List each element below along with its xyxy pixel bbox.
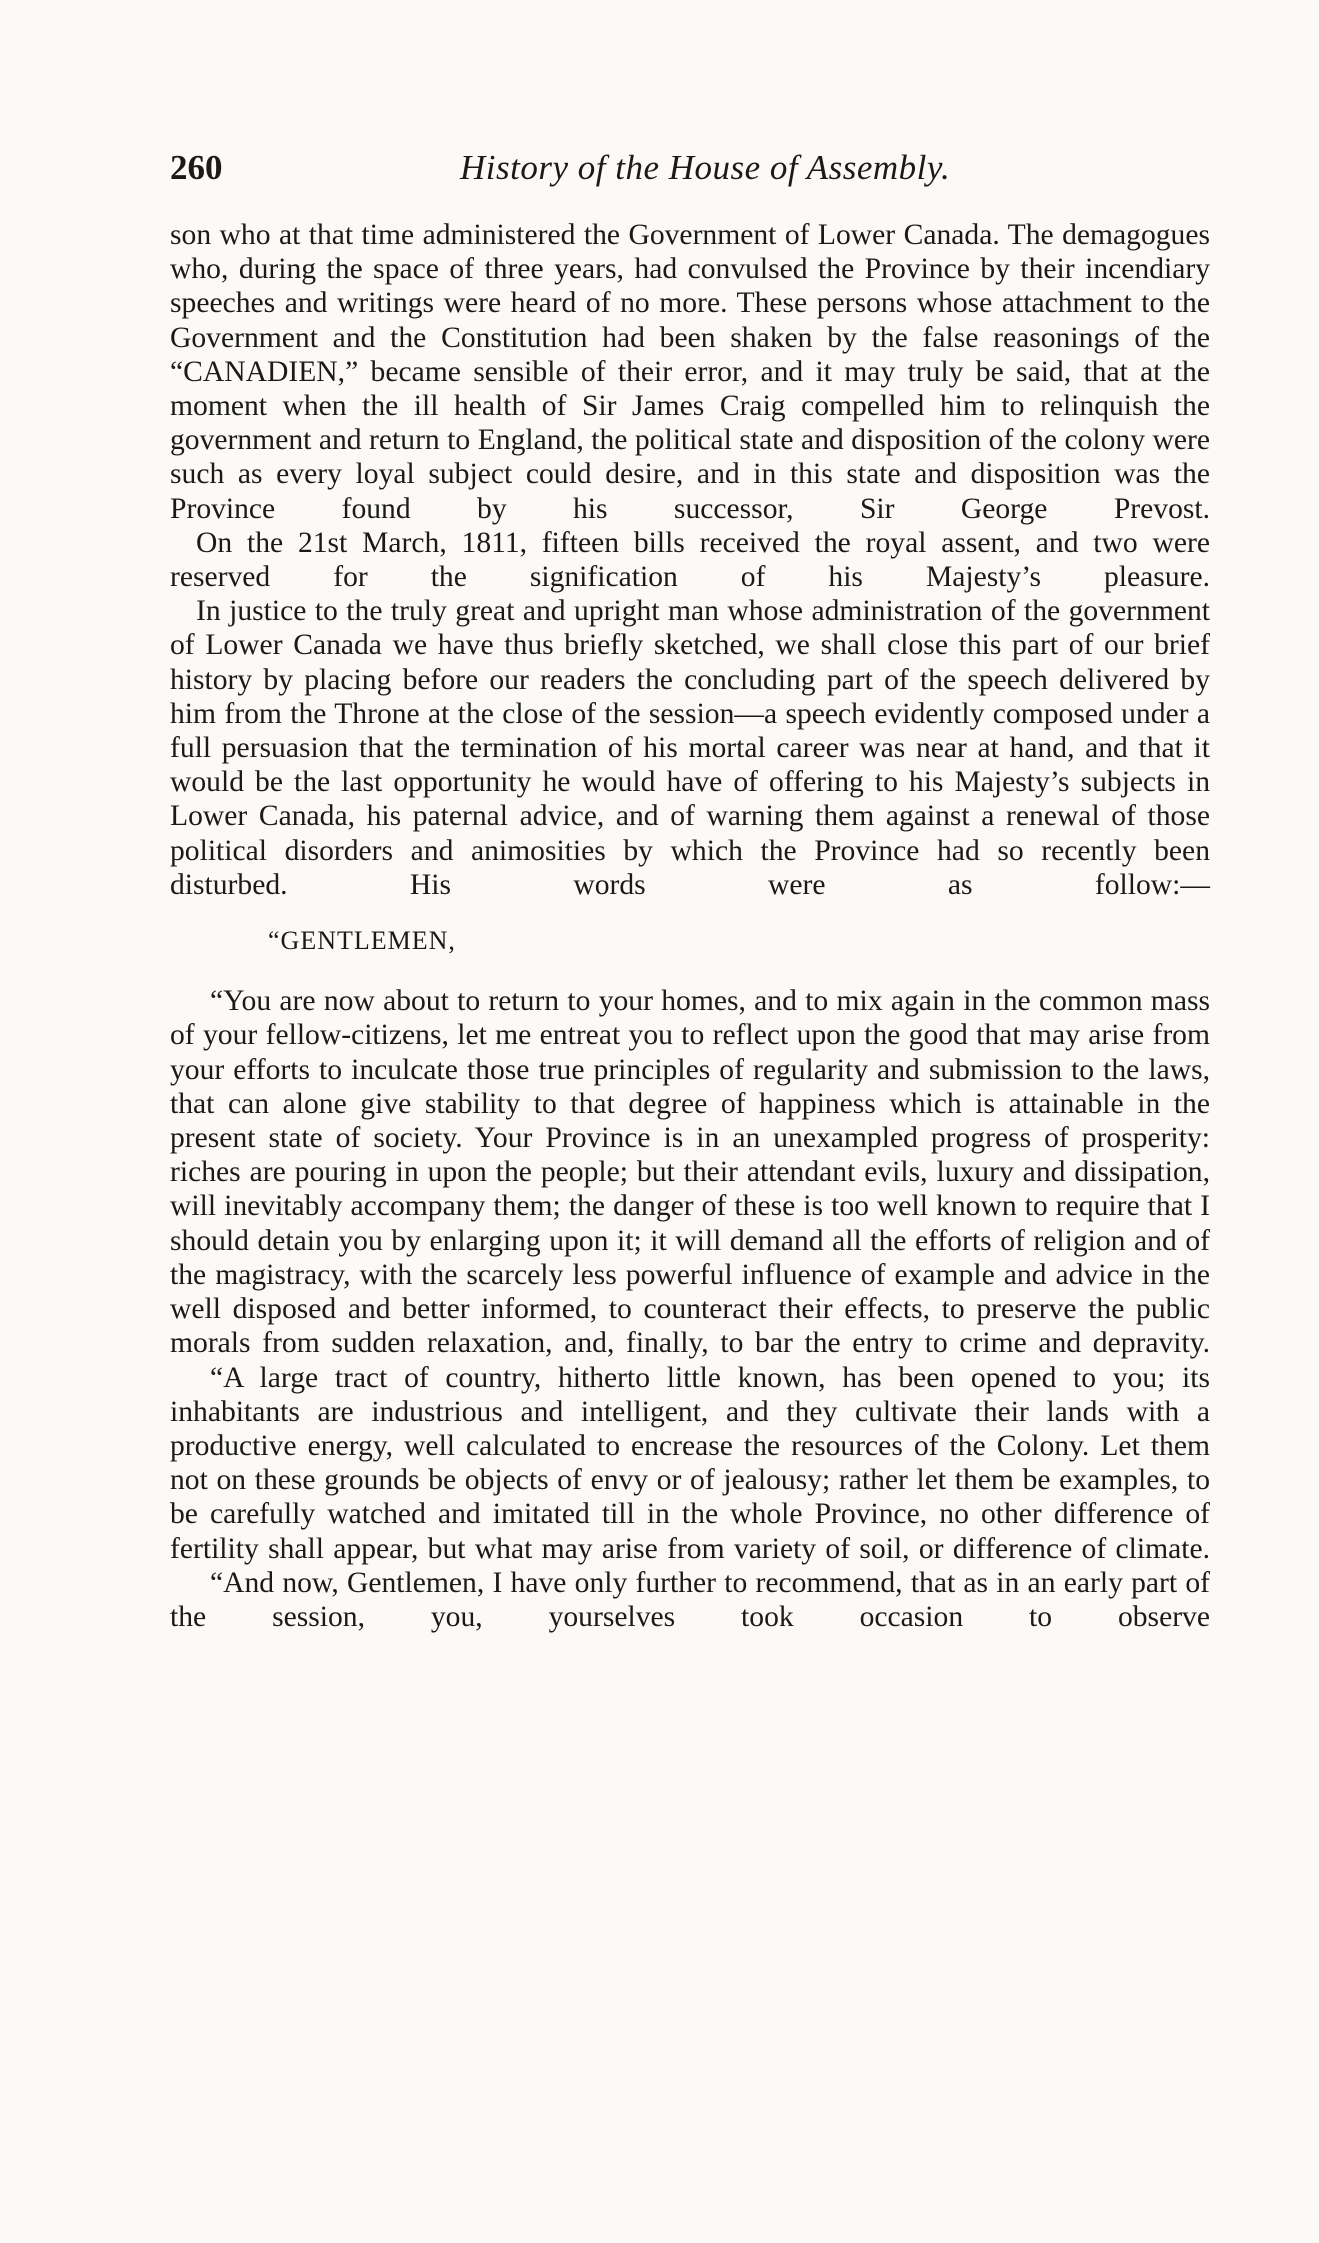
speech-salutation: “GENTLEMEN, (268, 926, 456, 956)
running-title: History of the House of Assembly. (460, 148, 951, 187)
body-text (170, 218, 1210, 1634)
speech-paragraph-1: “You are now about to return to your homes, and to mix again in the common mass of your fellow-citizens, let me entreat you to reflect upon the good that may arise from your efforts to inculcate those true principles of regularity and submission to the laws, that can alone give stability to that degree of happiness which is attainable in the present state of society. Your Province is in an unexampled progress of prosperity: riches are pouring in upon the people; but their attendant evils, luxury and dissipation, will inevitably accompany them; the danger of these is too well known to require that I should detain you by enlarging upon it; it will demand all the efforts of religion and of the magistracy, with the scarcely less powerful influence of example and advice in the well disposed and better informed, to counteract their effects, to preserve the public morals from sudden relaxation, and, finally, to bar the entry to crime and depravity. (170, 985, 1210, 1360)
paragraph-royal-assent: On the 21st March, 1811, fifteen bills received the royal assent, and two were reserved for the signification of his Majesty’s pleasure. (170, 526, 1210, 594)
paragraph-continued: son who at that time administered the Government of Lower Canada. The demagogues who, during the space of three years, had convulsed the Province by their incendiary speeches and writings were heard of no more. These persons whose attachment to the Government and the Constitution had been shaken by the false reasonings of the “CANADIEN,” became sensible of their error, and it may truly be said, that at the moment when the ill health of Sir James Craig compelled him to relinquish the government and return to England, the political state and disposition of the colony were such as every loyal subject could desire, and in this state and disposition was the Province found by his successor, Sir George Prevost. (170, 219, 1210, 525)
speech-paragraph-2: “A large tract of country, hitherto little known, has been opened to you; its inhabitants are industrious and intelligent, and they cultivate their lands with a productive energy, well calculated to encrease the resources of the Colony. Let them not on these grounds be objects of envy or of jealousy; rather let them be examples, to be carefully watched and imitated till in the whole Province, no other difference of fertility shall appear, but what may arise from variety of soil, or difference of climate. (170, 1361, 1210, 1565)
page-number: 260 (170, 148, 223, 187)
running-head (170, 148, 1210, 198)
speech-paragraph-3: “And now, Gentlemen, I have only further to recommend, that as in an early part of the session, you, yourselves took occasion to observe (170, 1566, 1210, 1633)
paragraph-tribute: In justice to the truly great and upright man whose administration of the government of Lower Canada we have thus briefly sketched, we shall close this part of our brief history by placing before our readers the concluding part of the speech delivered by him from the Throne at the close of the session—a speech evidently composed under a full persuasion that the termination of his mortal career was near at hand, and that it would be the last opportunity he would have of offering to his Majesty’s subjects in Lower Canada, his paternal advice, and of warning them against a renewal of those political disorders and animosities by which the Province had so recently been disturbed. His words were as follow:— (170, 595, 1210, 901)
